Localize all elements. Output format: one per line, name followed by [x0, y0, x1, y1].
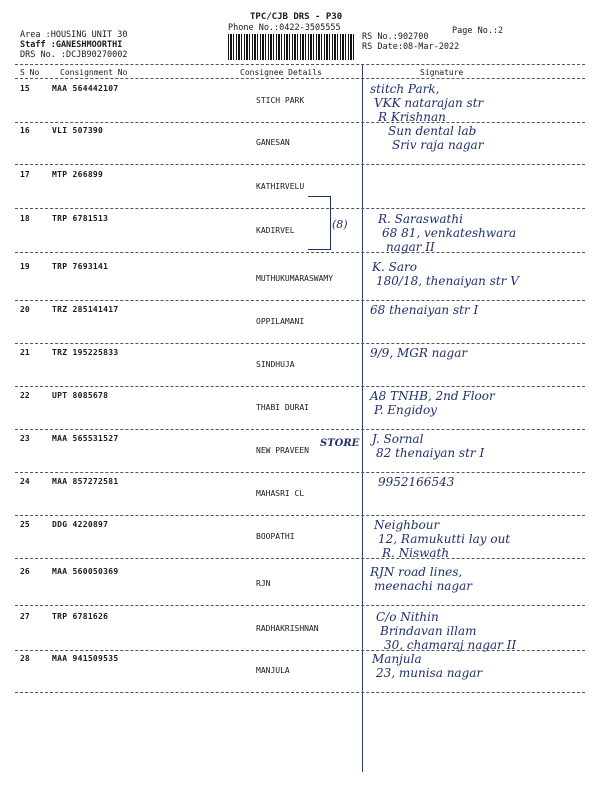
- row-divider: [15, 252, 585, 253]
- barcode: [228, 34, 354, 60]
- signature-text: stitch Park,: [370, 82, 440, 96]
- signature-text: Sriv raja nagar: [392, 138, 484, 152]
- row-divider: [15, 472, 585, 473]
- consignment-number: TRP 7693141: [52, 262, 109, 271]
- row-divider: [15, 650, 585, 651]
- col-signature: Signature: [420, 68, 464, 77]
- serial-number: 25: [20, 520, 30, 529]
- signature-text: K. Saro: [372, 260, 417, 274]
- signature-text: R. Niswath: [382, 546, 450, 560]
- signature-text: Brindavan illam: [380, 624, 477, 638]
- signature-text: RJN road lines,: [370, 565, 463, 579]
- consignment-number: TRZ 285141417: [52, 305, 119, 314]
- signature-text: 9952166543: [378, 475, 455, 489]
- signature-text: R Krishnan: [378, 110, 446, 124]
- consignee-name: THABI DURAI: [256, 403, 309, 412]
- consignee-name: NEW PRAVEEN: [256, 446, 309, 455]
- consignee-name: OPPILAMANI: [256, 317, 305, 326]
- phone-number: Phone No.:0422-3505555: [228, 23, 341, 33]
- consignment-number: MAA 564442107: [52, 84, 119, 93]
- serial-number: 23: [20, 434, 30, 443]
- signature-text: 23, munisa nagar: [376, 666, 483, 680]
- serial-number: 21: [20, 348, 30, 357]
- row-divider: [15, 343, 585, 344]
- signature-text: 68 81, venkateshwara: [382, 226, 517, 240]
- consignment-number: MTP 266899: [52, 170, 104, 179]
- row-divider: [15, 515, 585, 516]
- rs-number: RS No.:902700: [362, 32, 429, 42]
- serial-number: 27: [20, 612, 30, 621]
- signature-text: 12, Ramukutti lay out: [378, 532, 511, 546]
- serial-number: 15: [20, 84, 30, 93]
- consignee-name: MAHASRI CL: [256, 489, 305, 498]
- serial-number: 19: [20, 262, 30, 271]
- consignee-name: STICH PARK: [256, 96, 305, 105]
- signature-text: R. Saraswathi: [378, 212, 463, 226]
- document-title: TPC/CJB DRS - P30: [250, 12, 343, 22]
- serial-number: 28: [20, 654, 30, 663]
- signature-text: meenachi nagar: [374, 579, 473, 593]
- row-divider: [15, 692, 585, 693]
- header-rule-bottom: [15, 78, 585, 79]
- consignment-number: DDG 4220897: [52, 520, 109, 529]
- drs-number: DRS No. :DCJB90270002: [20, 50, 128, 60]
- row-divider: [15, 386, 585, 387]
- bracket-mark: [308, 196, 331, 250]
- serial-number: 18: [20, 214, 30, 223]
- consignee-name: RJN: [256, 579, 271, 588]
- consignee-name: RADHAKRISHNAN: [256, 624, 319, 633]
- consignment-number: UPT 8085678: [52, 391, 109, 400]
- row-divider: [15, 558, 585, 559]
- bracket-number: (8): [332, 218, 348, 231]
- serial-number: 16: [20, 126, 30, 135]
- consignment-number: MAA 565531527: [52, 434, 119, 443]
- consignment-number: TRP 6781626: [52, 612, 109, 621]
- header-rule-top: [15, 64, 585, 65]
- serial-number: 20: [20, 305, 30, 314]
- consignee-name: MANJULA: [256, 666, 290, 675]
- serial-number: 22: [20, 391, 30, 400]
- consignee-name: SINDHUJA: [256, 360, 295, 369]
- row-divider: [15, 122, 585, 123]
- signature-text: A8 TNHB, 2nd Floor: [370, 389, 495, 403]
- signature-text: 82 thenaiyan str I: [376, 446, 485, 460]
- consignee-name: GANESAN: [256, 138, 290, 147]
- page-number: Page No.:2: [452, 26, 504, 36]
- signature-text: Manjula: [372, 652, 422, 666]
- serial-number: 24: [20, 477, 30, 486]
- signature-text: 180/18, thenaiyan str V: [376, 274, 519, 288]
- consignment-number: TRP 6781513: [52, 214, 109, 223]
- signature-text: 30, chamaraj nagar II: [384, 638, 517, 652]
- signature-text: nagar II: [386, 240, 435, 254]
- signature-text: Neighbour: [374, 518, 440, 532]
- col-consignment: Consignment No: [60, 68, 128, 77]
- signature-text: P. Engidoy: [374, 403, 437, 417]
- signature-column-line: [362, 64, 363, 772]
- rs-date: RS Date:08-Mar-2022: [362, 42, 460, 52]
- row-divider: [15, 605, 585, 606]
- signature-text: C/o Nithin: [376, 610, 439, 624]
- row-divider: [15, 300, 585, 301]
- signature-text: VKK natarajan str: [374, 96, 484, 110]
- signature-text: 68 thenaiyan str I: [370, 303, 479, 317]
- col-consignee: Consignee Details: [240, 68, 322, 77]
- consignment-number: MAA 857272581: [52, 477, 119, 486]
- store-note: STORE: [320, 438, 360, 449]
- consignee-name: BOOPATHI: [256, 532, 295, 541]
- staff-label: Staff :GANESHMOORTHI: [20, 40, 123, 50]
- consignment-number: MAA 941509535: [52, 654, 119, 663]
- consignee-name: KATHIRVELU: [256, 182, 305, 191]
- consignment-number: MAA 560050369: [52, 567, 119, 576]
- signature-text: J. Sornal: [372, 432, 424, 446]
- area-label: Area :HOUSING UNIT 30: [20, 30, 128, 40]
- row-divider: [15, 429, 585, 430]
- serial-number: 26: [20, 567, 30, 576]
- consignee-name: MUTHUKUMARASWAMY: [256, 274, 334, 283]
- signature-text: 9/9, MGR nagar: [370, 346, 468, 360]
- serial-number: 17: [20, 170, 30, 179]
- consignment-number: VLI 507390: [52, 126, 104, 135]
- consignee-name: KADIRVEL: [256, 226, 295, 235]
- signature-text: Sun dental lab: [388, 124, 477, 138]
- row-divider: [15, 208, 585, 209]
- col-sno: S No: [20, 68, 40, 77]
- consignment-number: TRZ 195225833: [52, 348, 119, 357]
- row-divider: [15, 164, 585, 165]
